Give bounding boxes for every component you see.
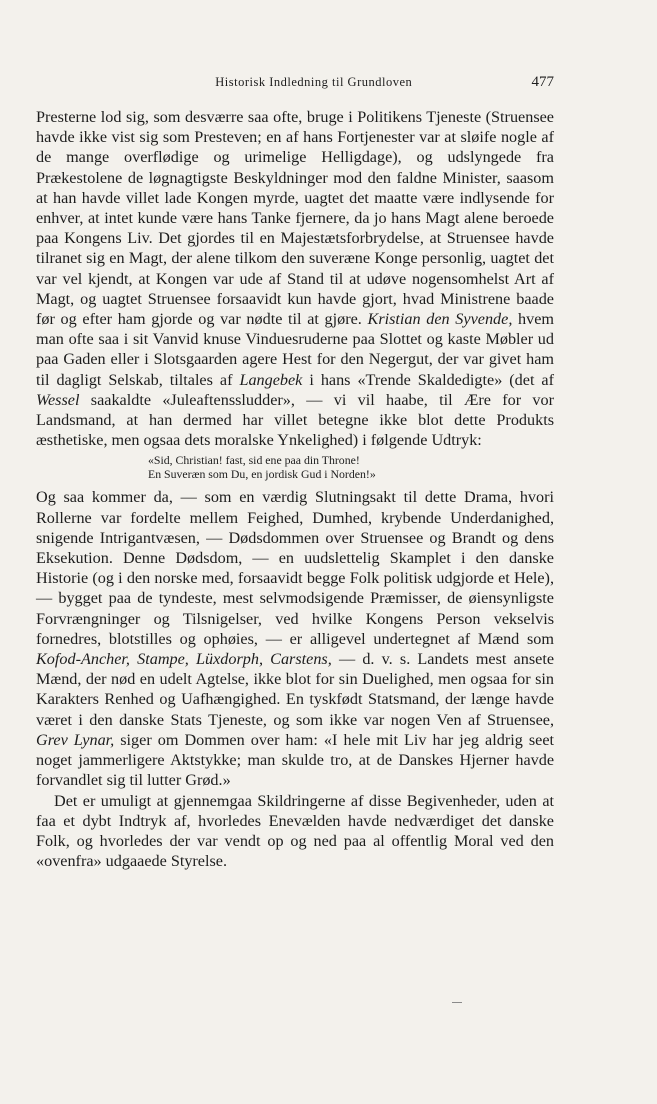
body-text <box>36 107 554 871</box>
paragraph-2-text-a: Og saa kommer da, — som en værdig Slutningsakt til dette Drama, hvori Rollerne var fordelte mellem Feighed, Dumhed, krybende Underdanighed, snigende Intrigantvæsen, — Dødsdommen over Struensee og Brandt og dens Eksekution. Denne Dødsdom, — en uudslettelig Skamplet i den danske Historie (og i den norske med, forsaavidt begge Folk politisk udgjorde et Hele), — bygget paa de tyndeste, mest selvmodsigende Præmisser, de øiensynligste Forvrængninger og Tilsnigelser, ved hvilke Kongens Person vekselvis fornedres, blotstilles og ophøies, — er alligevel undertegnet af Mænd som <box>36 488 554 648</box>
paragraph-1-text-d: saakaldte «Juleaftenssludder», — vi vil haabe, til Ære for vor Landsmand, at han dermed har villet betegne ikke blot dette Produkts æsthetiske, men ogsaa dets moralske Ynkelighed) i følgende Udtryk: <box>36 390 554 450</box>
paragraph-2-text-b: — d. v. s. Landets mest ansete Mænd, der nød en udelt Agtelse, ikke blot for sin Duelighed, men ogsaa for sin Karakters Renhed og Uafhængighed. En tyskfødt Statsmand, der længe havde været i den danske Stats Tjeneste, og som ikke var nogen Ven af Struensee, <box>36 650 555 729</box>
paragraph-1 <box>36 107 554 450</box>
page-number: 477 <box>531 74 554 90</box>
name-lynar: Grev Lynar, <box>36 730 115 749</box>
name-wessel: Wessel <box>36 390 80 409</box>
verse-quote <box>36 450 554 487</box>
verse-line-2: En Suveræn som Du, en jordisk Gud i Norden!» <box>148 466 376 481</box>
paragraph-3-text: Det er umuligt at gjennemgaa Skildringerne af disse Begivenheder, uden at faa et dybt Indtryk af, hvorledes Enevælden havde nedværdiget det danske Folk, og hvorledes der var vendt op og ned paa al offentlig Moral ved den «ovenfra» udgaaede Styrelse. <box>36 791 554 871</box>
name-kristian: Kristian den Syvende, <box>367 310 513 329</box>
verse-line-1: «Sid, Christian! fast, sid ene paa din Throne! <box>148 453 360 468</box>
paragraph-3 <box>36 791 554 872</box>
name-langebek: Langebek <box>239 370 303 389</box>
page-header <box>36 74 554 91</box>
print-mark <box>452 1002 462 1003</box>
paragraph-1-text-c: i hans «Trende Skaldedigte» (det af <box>302 370 554 389</box>
paragraph-2 <box>36 487 554 790</box>
running-title: Historisk Indledning til Grundloven <box>215 75 413 89</box>
names-signatories: Kofod-Ancher, Stampe, Lüxdorph, Carstens, <box>36 650 332 669</box>
paragraph-2-text-c: siger om Dommen over ham: «I hele mit Liv har jeg aldrig seet noget jammerligere Aktstykke; man skulde tro, at de Danskes Hjerner havde forvandlet sig til lutter Grød.» <box>36 730 555 790</box>
paragraph-1-text-b: hvem man ofte saa i sit Vanvid knuse Vinduesruderne paa Slottet og kaste Møbler ud paa Gaden eller i Slotsgaarden agere Hest for den Negergut, der var givet ham til dagligt Selskab, tiltales af <box>36 310 555 389</box>
paragraph-1-text-a: Presterne lod sig, som desværre saa ofte, bruge i Politikens Tjeneste (Struensee havde ikke vist sig som Presteven; en af hans Fortjenester var at sløife nogle af de mange overflødige og urimelige Helligdage), og udslyngede fra Prækestolene de løgnagtigste Beskyldninger mod den faldne Minister, saasom at han havde villet lade Kongen myrde, uagtet det maatte være indlysende for enhver, at intet kunde være hans Tanke fjernere, da jo hans Magt alene beroede paa Kongens Liv. Det gjordes til en Majestætsforbrydelse, at Struensee havde tilranet sig en Magt, der alene tilkom den suveræne Konge personlig, uagtet det var vel kjendt, at Kongen var ude af Stand til at udøve nogensomhelst Art af Magt, og uagtet Struensee forsaavidt kun havde gjort, hvad Ministrene baade før og efter ham gjorde og var nødte til at gjøre. <box>36 108 554 329</box>
